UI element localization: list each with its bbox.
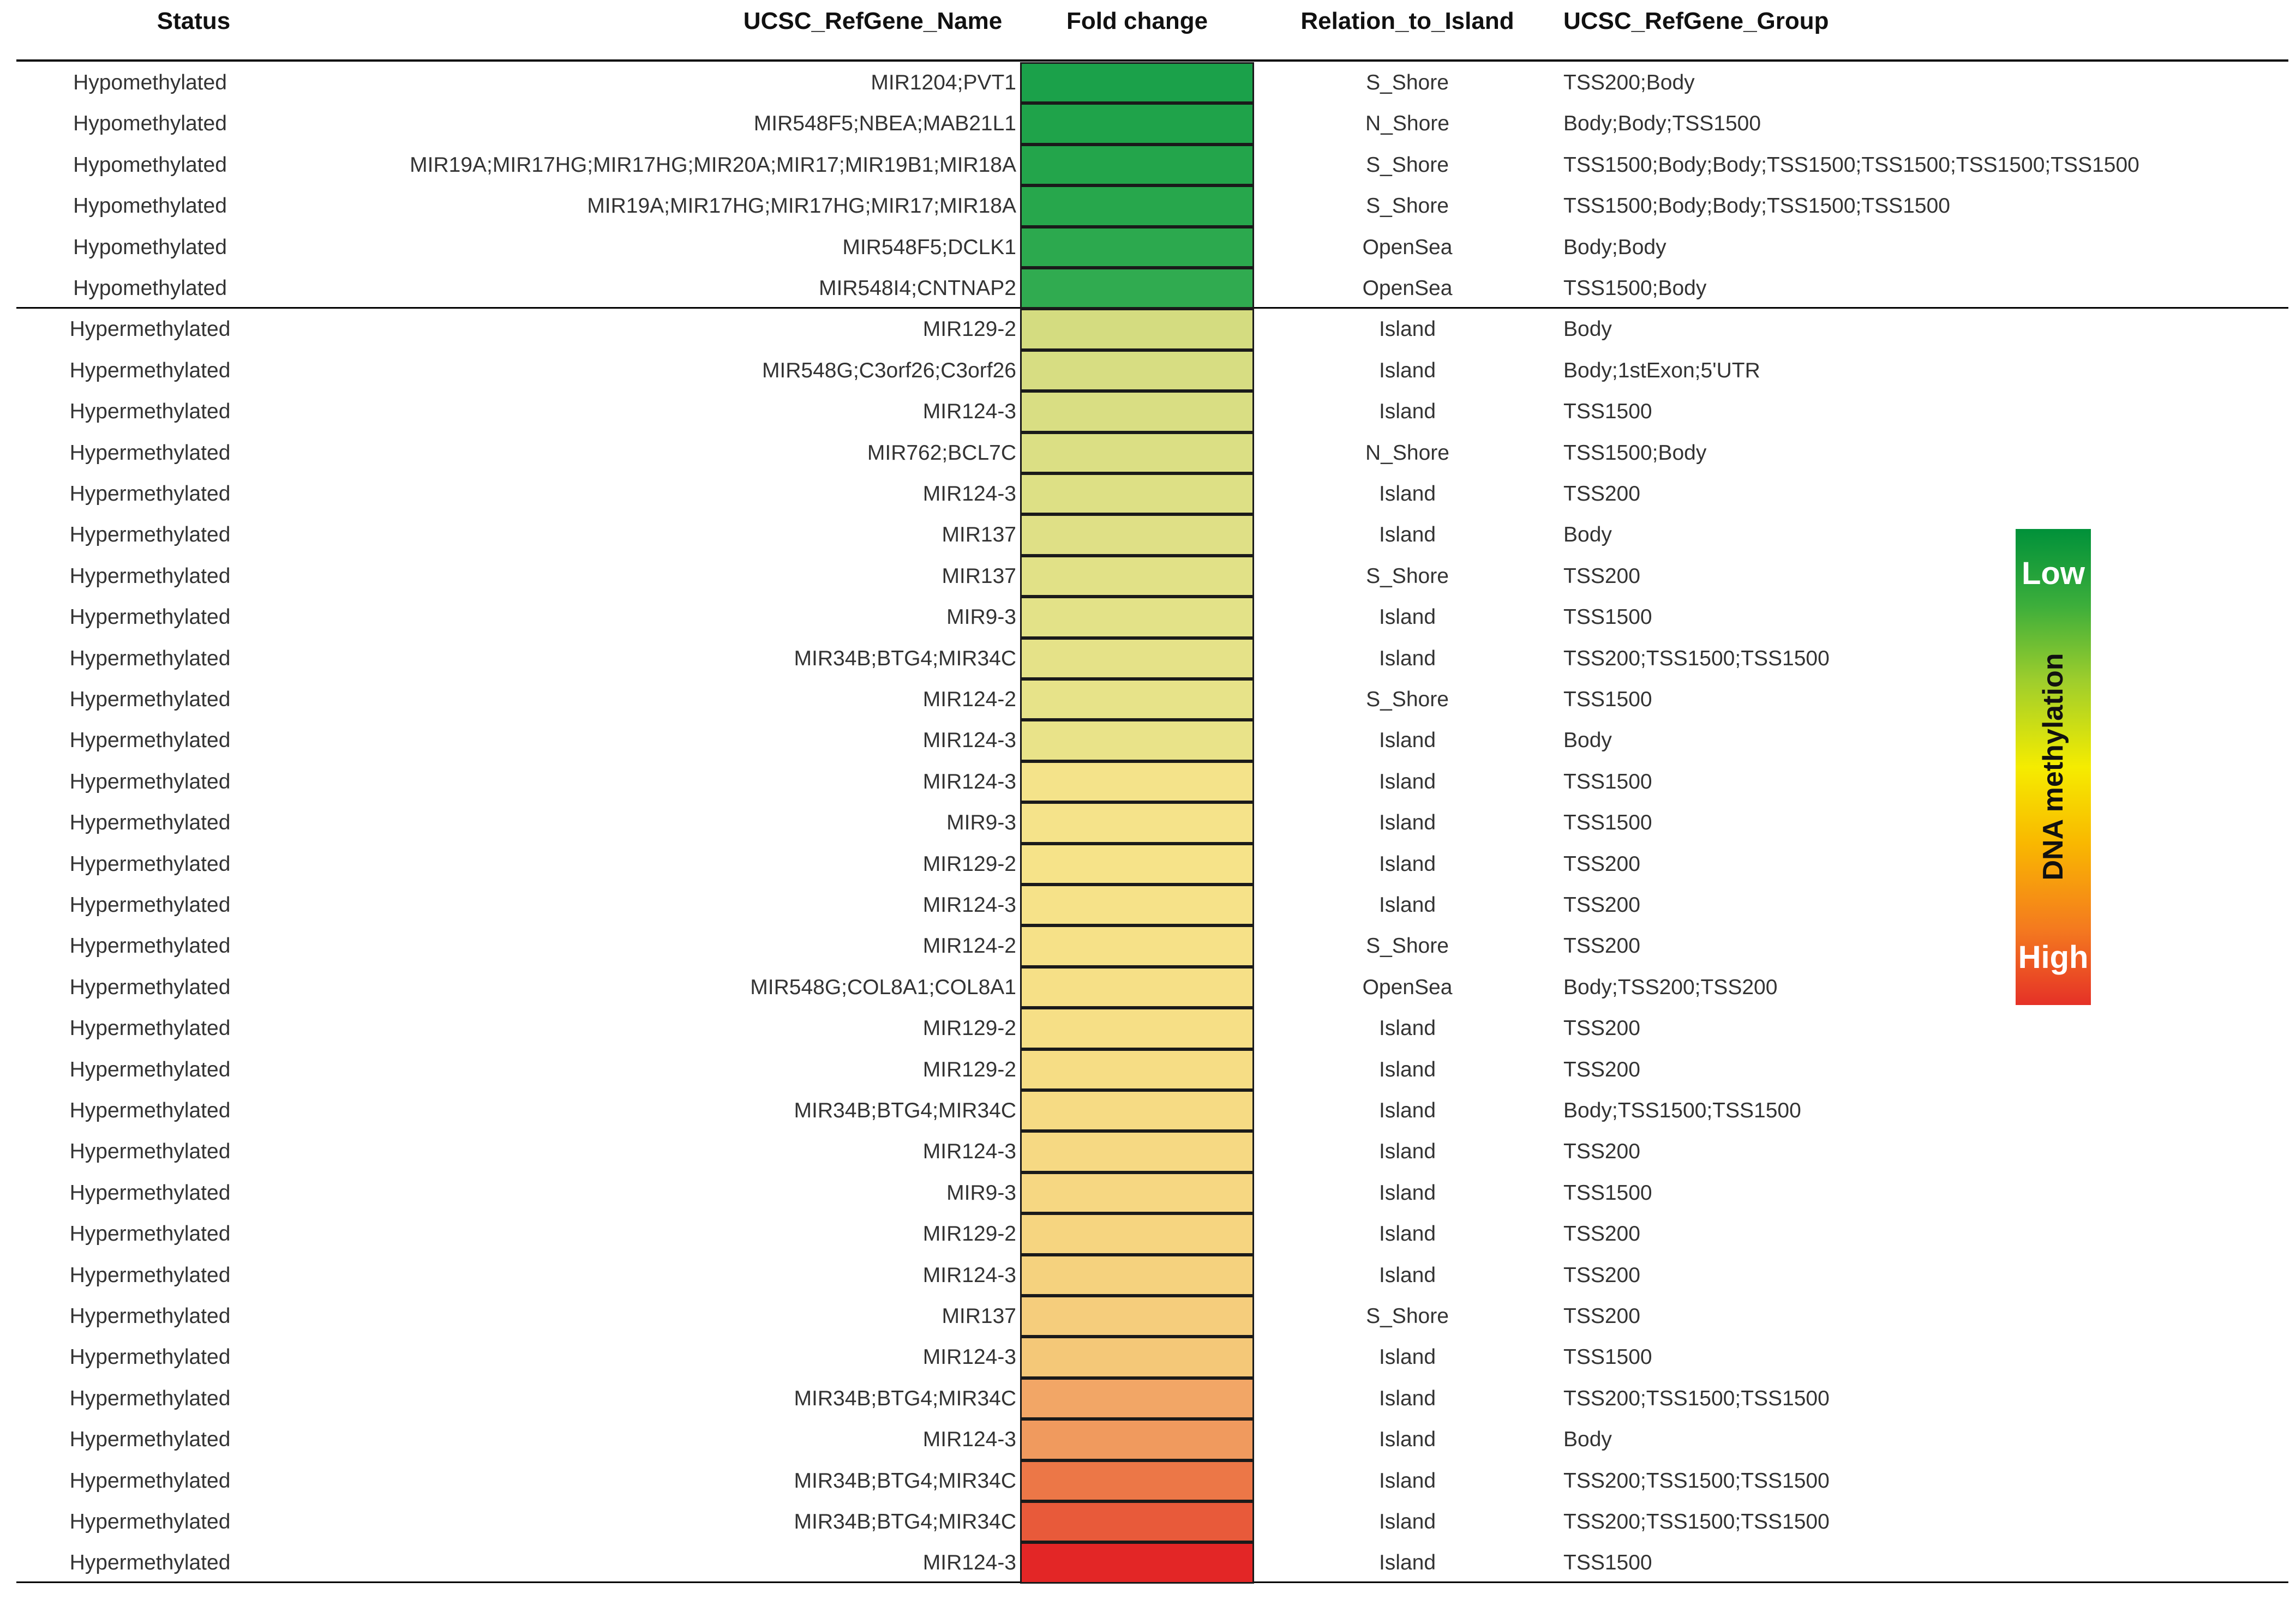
refgene-group-cell: TSS1500 [1563,605,1652,629]
status-cell: Hypermethylated [69,1345,231,1369]
relation-to-island-cell: Island [1378,358,1436,382]
relation-to-island-cell: Island [1378,729,1436,753]
relation-to-island-cell: Island [1378,1222,1436,1246]
status-cell: Hypermethylated [69,769,231,793]
legend-title: DNA methylation [2037,653,2069,881]
relation-to-island-cell: Island [1378,317,1436,341]
status-cell: Hypermethylated [69,893,231,917]
fold-change-cell [1020,1419,1254,1460]
refgene-group-cell: TSS200 [1563,482,1640,506]
fold-change-cell [1020,1378,1254,1419]
gene-name-cell: MIR124-3 [922,400,1016,424]
status-cell: Hypermethylated [69,1469,231,1493]
gene-name-cell: MIR137 [942,523,1016,547]
status-cell: Hypermethylated [69,1428,231,1452]
refgene-group-cell: TSS1500;Body [1563,276,1707,300]
status-cell: Hypomethylated [73,112,227,136]
gene-name-cell: MIR124-3 [922,729,1016,753]
fold-change-cell [1020,720,1254,761]
relation-to-island-cell: OpenSea [1362,235,1453,259]
gene-name-cell: MIR124-3 [922,769,1016,793]
refgene-group-cell: TSS1500 [1563,811,1652,835]
relation-to-island-cell: Island [1378,1345,1436,1369]
gene-name-cell: MIR137 [942,564,1016,588]
gene-name-cell: MIR1204;PVT1 [871,71,1016,94]
gene-name-cell: MIR124-3 [922,1140,1016,1164]
relation-to-island-cell: OpenSea [1362,975,1453,999]
status-cell: Hypermethylated [69,1386,231,1410]
status-cell: Hypermethylated [69,688,231,711]
gene-name-cell: MIR137 [942,1304,1016,1328]
refgene-group-cell: TSS200 [1563,1140,1640,1164]
fold-change-cell [1020,145,1254,185]
fold-change-cell [1020,103,1254,144]
gene-name-cell: MIR124-3 [922,1428,1016,1452]
gene-name-cell: MIR34B;BTG4;MIR34C [794,1386,1016,1410]
relation-to-island-cell: S_Shore [1366,688,1449,711]
relation-to-island-cell: Island [1378,1057,1436,1081]
refgene-group-cell: TSS200;TSS1500;TSS1500 [1563,1386,1830,1410]
fold-change-cell [1020,1501,1254,1542]
fold-change-cell [1020,597,1254,637]
relation-to-island-cell: S_Shore [1366,71,1449,94]
methylation-color-legend [2016,529,2091,1005]
relation-to-island-cell: Island [1378,1428,1436,1452]
fold-change-cell [1020,62,1254,103]
refgene-group-cell: Body;TSS1500;TSS1500 [1563,1099,1801,1122]
status-cell: Hypermethylated [69,1263,231,1287]
status-cell: Hypermethylated [69,358,231,382]
fold-change-cell [1020,1008,1254,1049]
fold-change-cell [1020,1337,1254,1378]
gene-name-cell: MIR548F5;NBEA;MAB21L1 [753,112,1016,136]
fold-change-cell [1020,1090,1254,1131]
fold-change-cell [1020,1542,1254,1583]
fold-change-cell [1020,1049,1254,1090]
status-cell: Hypermethylated [69,1016,231,1040]
fold-change-cell [1020,638,1254,679]
refgene-group-cell: Body [1563,729,1612,753]
relation-to-island-cell: OpenSea [1362,276,1453,300]
fold-change-cell [1020,185,1254,226]
relation-to-island-cell: Island [1378,646,1436,670]
header-status: Status [157,8,231,34]
status-cell: Hypomethylated [73,276,227,300]
relation-to-island-cell: S_Shore [1366,1304,1449,1328]
gene-name-cell: MIR19A;MIR17HG;MIR17HG;MIR17;MIR18A [587,194,1016,218]
relation-to-island-cell: N_Shore [1365,441,1449,465]
status-cell: Hypermethylated [69,1551,231,1575]
status-cell: Hypomethylated [73,194,227,218]
fold-change-cell [1020,514,1254,555]
fold-change-cell [1020,473,1254,514]
relation-to-island-cell: Island [1378,852,1436,876]
status-cell: Hypermethylated [69,317,231,341]
status-cell: Hypermethylated [69,852,231,876]
status-cell: Hypomethylated [73,153,227,177]
relation-to-island-cell: Island [1378,1263,1436,1287]
fold-change-cell [1020,1296,1254,1337]
fold-change-cell [1020,925,1254,966]
gene-name-cell: MIR19A;MIR17HG;MIR17HG;MIR20A;MIR17;MIR19B1;MIR18A [410,153,1016,177]
relation-to-island-cell: N_Shore [1365,112,1449,136]
refgene-group-cell: TSS200 [1563,1057,1640,1081]
fold-change-cell [1020,227,1254,268]
refgene-group-cell: TSS1500;Body [1563,441,1707,465]
relation-to-island-cell: Island [1378,400,1436,424]
refgene-group-cell: Body;TSS200;TSS200 [1563,975,1778,999]
relation-to-island-cell: Island [1378,1510,1436,1533]
refgene-group-cell: TSS1500;Body;Body;TSS1500;TSS1500 [1563,194,1950,218]
header-rule [16,59,2288,62]
fold-change-cell [1020,309,1254,350]
status-cell: Hypermethylated [69,1510,231,1533]
gene-name-cell: MIR548I4;CNTNAP2 [819,276,1016,300]
fold-change-cell [1020,1213,1254,1254]
header-relation-to-island: Relation_to_Island [1300,8,1514,34]
status-cell: Hypermethylated [69,975,231,999]
relation-to-island-cell: Island [1378,1181,1436,1205]
refgene-group-cell: TSS1500 [1563,769,1652,793]
refgene-group-cell: TSS200;TSS1500;TSS1500 [1563,646,1830,670]
fold-change-cell [1020,350,1254,391]
fold-change-cell [1020,802,1254,843]
gene-name-cell: MIR9-3 [946,811,1016,835]
refgene-group-cell: TSS200;TSS1500;TSS1500 [1563,1510,1830,1533]
legend-high-label: High [2018,940,2089,975]
status-cell: Hypermethylated [69,934,231,958]
refgene-group-cell: TSS1500 [1563,400,1652,424]
gene-name-cell: MIR34B;BTG4;MIR34C [794,646,1016,670]
fold-change-cell [1020,1460,1254,1501]
gene-name-cell: MIR129-2 [922,1057,1016,1081]
refgene-group-cell: TSS200 [1563,934,1640,958]
relation-to-island-cell: S_Shore [1366,564,1449,588]
fold-change-cell [1020,1131,1254,1172]
gene-name-cell: MIR9-3 [946,605,1016,629]
refgene-group-cell: TSS200;Body [1563,71,1695,94]
gene-name-cell: MIR548F5;DCLK1 [842,235,1016,259]
refgene-group-cell: Body;1stExon;5'UTR [1563,358,1760,382]
refgene-group-cell: TSS200 [1563,564,1640,588]
refgene-group-cell: Body;Body [1563,235,1666,259]
gene-name-cell: MIR124-3 [922,1345,1016,1369]
fold-change-cell [1020,391,1254,432]
gene-name-cell: MIR124-2 [922,688,1016,711]
status-cell: Hypermethylated [69,400,231,424]
refgene-group-cell: Body [1563,1428,1612,1452]
refgene-group-cell: TSS1500 [1563,1181,1652,1205]
refgene-group-cell: TSS1500;Body;Body;TSS1500;TSS1500;TSS1500;TSS1500 [1563,153,2139,177]
relation-to-island-cell: Island [1378,1099,1436,1122]
fold-change-cell [1020,1172,1254,1213]
refgene-group-cell: TSS200 [1563,1304,1640,1328]
relation-to-island-cell: Island [1378,605,1436,629]
relation-to-island-cell: S_Shore [1366,153,1449,177]
refgene-group-cell: TSS200;TSS1500;TSS1500 [1563,1469,1830,1493]
gene-name-cell: MIR129-2 [922,1222,1016,1246]
relation-to-island-cell: Island [1378,1386,1436,1410]
relation-to-island-cell: Island [1378,893,1436,917]
status-cell: Hypermethylated [69,1140,231,1164]
gene-name-cell: MIR762;BCL7C [867,441,1016,465]
refgene-group-cell: Body [1563,317,1612,341]
gene-name-cell: MIR129-2 [922,852,1016,876]
relation-to-island-cell: Island [1378,1140,1436,1164]
fold-change-cell [1020,885,1254,925]
relation-to-island-cell: Island [1378,523,1436,547]
refgene-group-cell: TSS1500 [1563,1345,1652,1369]
status-cell: Hypermethylated [69,1181,231,1205]
status-cell: Hypermethylated [69,1057,231,1081]
fold-change-cell [1020,556,1254,597]
refgene-group-cell: Body [1563,523,1612,547]
gene-name-cell: MIR34B;BTG4;MIR34C [794,1099,1016,1122]
fold-change-cell [1020,679,1254,720]
status-cell: Hypomethylated [73,71,227,94]
gene-name-cell: MIR9-3 [946,1181,1016,1205]
fold-change-cell [1020,761,1254,802]
header-refgene-group: UCSC_RefGene_Group [1563,8,1829,34]
fold-change-cell [1020,967,1254,1008]
status-cell: Hypermethylated [69,1222,231,1246]
relation-to-island-cell: Island [1378,1016,1436,1040]
gene-name-cell: MIR124-3 [922,1263,1016,1287]
gene-name-cell: MIR124-3 [922,482,1016,506]
refgene-group-cell: Body;Body;TSS1500 [1563,112,1761,136]
status-cell: Hypermethylated [69,564,231,588]
header-fold-change: Fold change [1066,8,1208,34]
refgene-group-cell: TSS1500 [1563,688,1652,711]
header-gene-name: UCSC_RefGene_Name [743,8,1003,34]
refgene-group-cell: TSS200 [1563,852,1640,876]
gene-name-cell: MIR34B;BTG4;MIR34C [794,1469,1016,1493]
fold-change-cell [1020,844,1254,885]
gene-name-cell: MIR34B;BTG4;MIR34C [794,1510,1016,1533]
refgene-group-cell: TSS200 [1563,893,1640,917]
fold-change-cell [1020,432,1254,473]
status-cell: Hypermethylated [69,605,231,629]
relation-to-island-cell: Island [1378,769,1436,793]
status-cell: Hypermethylated [69,811,231,835]
gene-name-cell: MIR548G;COL8A1;COL8A1 [750,975,1016,999]
gene-name-cell: MIR124-2 [922,934,1016,958]
relation-to-island-cell: S_Shore [1366,934,1449,958]
refgene-group-cell: TSS1500 [1563,1551,1652,1575]
relation-to-island-cell: S_Shore [1366,194,1449,218]
refgene-group-cell: TSS200 [1563,1016,1640,1040]
status-cell: Hypermethylated [69,1099,231,1122]
fold-change-cell [1020,1255,1254,1296]
refgene-group-cell: TSS200 [1563,1222,1640,1246]
status-cell: Hypermethylated [69,729,231,753]
status-cell: Hypermethylated [69,523,231,547]
refgene-group-cell: TSS200 [1563,1263,1640,1287]
gene-name-cell: MIR124-3 [922,1551,1016,1575]
gene-name-cell: MIR548G;C3orf26;C3orf26 [762,358,1016,382]
fold-change-cell [1020,268,1254,309]
gene-name-cell: MIR124-3 [922,893,1016,917]
status-cell: Hypomethylated [73,235,227,259]
legend-low-label: Low [2022,556,2085,591]
gene-name-cell: MIR129-2 [922,317,1016,341]
relation-to-island-cell: Island [1378,482,1436,506]
status-cell: Hypermethylated [69,1304,231,1328]
status-cell: Hypermethylated [69,646,231,670]
status-cell: Hypermethylated [69,482,231,506]
relation-to-island-cell: Island [1378,1551,1436,1575]
status-cell: Hypermethylated [69,441,231,465]
gene-name-cell: MIR129-2 [922,1016,1016,1040]
relation-to-island-cell: Island [1378,1469,1436,1493]
relation-to-island-cell: Island [1378,811,1436,835]
